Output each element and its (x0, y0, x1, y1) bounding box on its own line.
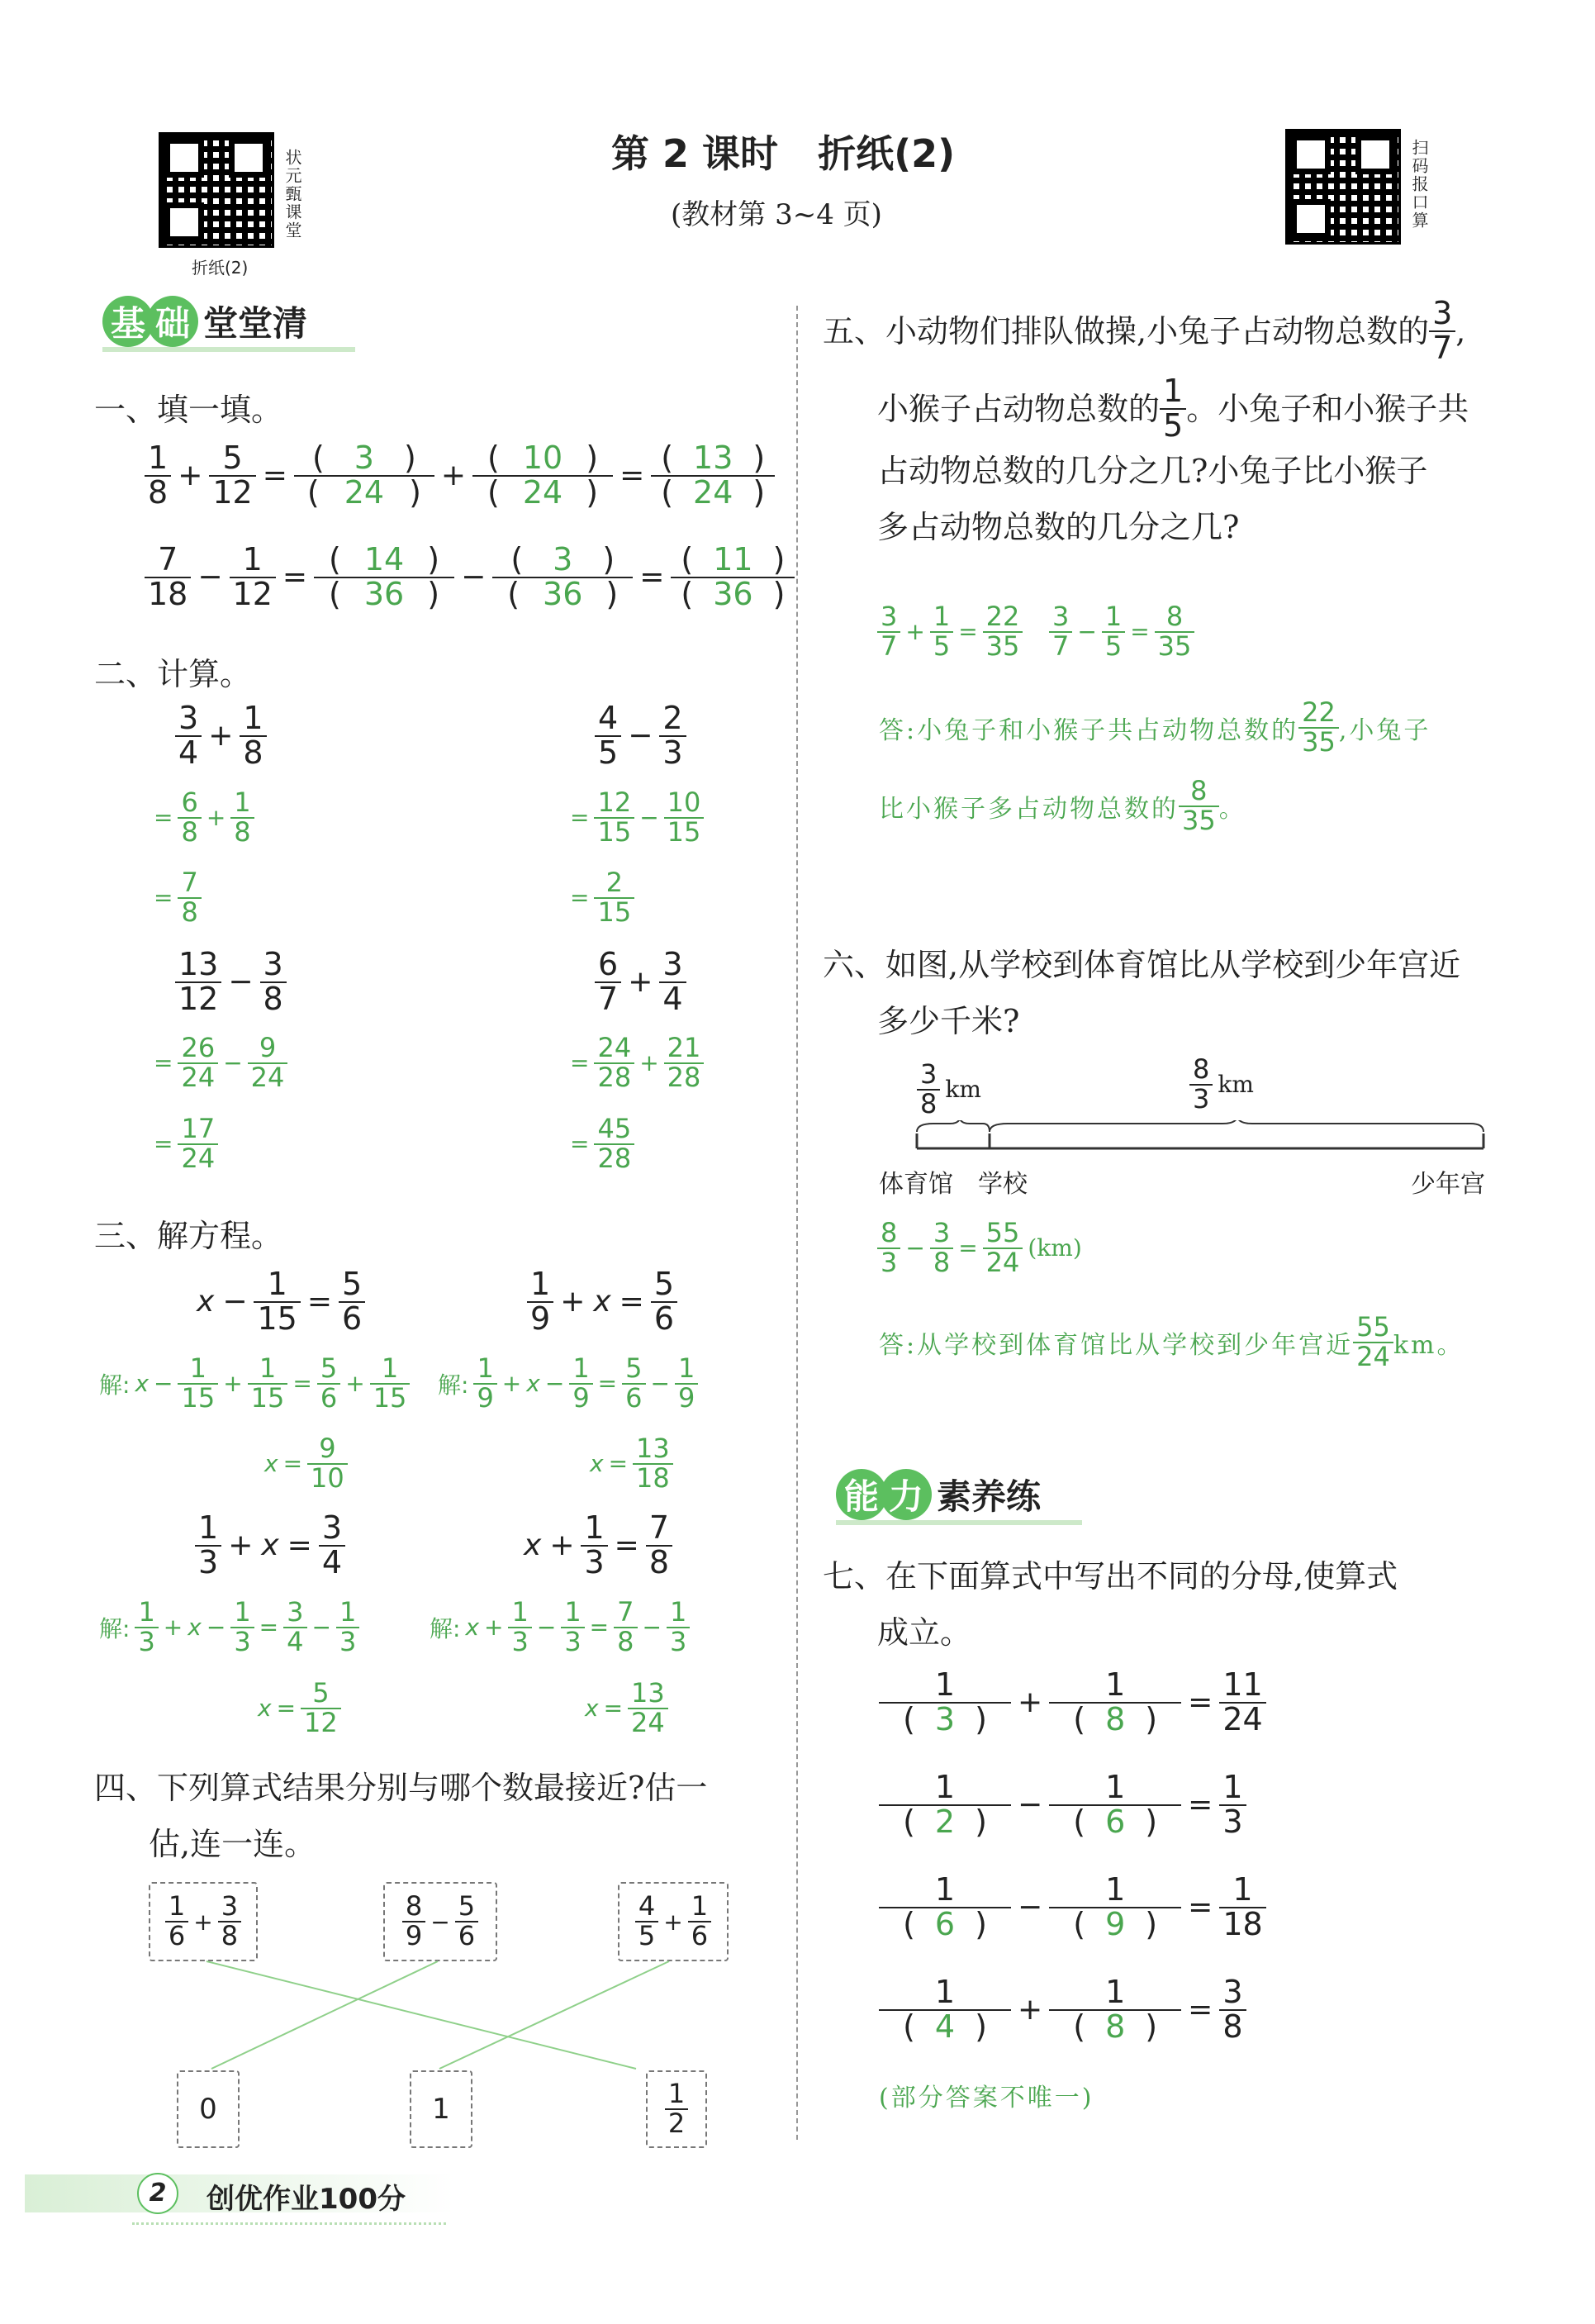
fraction: $\frac{3}{8}$ (260, 948, 287, 1016)
q2-problem-3-result: = $\frac{17}{24}$ (154, 1115, 218, 1172)
equals: = (282, 560, 308, 595)
equals: = (262, 459, 287, 493)
fraction: $\frac{7}{8}$ (178, 869, 201, 926)
brace-large (990, 1120, 1483, 1132)
q5-answer: 答:小兔子和小猴子共占动物总数的 $\frac{22}{35}$ ,小兔子 比小猴子多占动物总数的 $\frac{8}{35}$ 。 (879, 696, 1431, 836)
q7-row-4: $\frac{1}{( 4 )}$ + $\frac{1}{( 8 )}$ = $\frac{3}{8}$ (879, 1976, 1246, 2044)
q2-problem-4-result: = $\frac{45}{28}$ (570, 1115, 634, 1172)
fraction: $\frac{5}{12}$ (209, 442, 255, 510)
fraction: $\frac{17}{24}$ (178, 1115, 218, 1172)
operator: − (197, 560, 223, 595)
q7-row-3: $\frac{1}{( 6 )}$ − $\frac{1}{( 9 )}$ = $\frac{1}{18}$ (879, 1874, 1266, 1941)
q3-equation-3: $\frac{1}{3}$ + x = $\frac{3}{4}$ (195, 1512, 345, 1580)
distance-label-2: $\frac{8}{3}$ km (1189, 1056, 1254, 1113)
q6-calc: $\frac{8}{3}$ − $\frac{3}{8}$ = $\frac{55}{24}$ (km) (877, 1219, 1082, 1276)
answer-blank[interactable]: $\frac{( 10 )}{( 24 )}$ (472, 442, 613, 510)
operator: + (628, 965, 653, 1000)
q3-equation-4-result: x = $\frac{13}{24}$ (585, 1680, 668, 1737)
q5-question: 五、小动物们排队做操,小兔子占动物总数的 $\frac{3}{7}$ , 小猴子占动物总数的 $\frac{1}{5}$ 。小兔子和小猴子共 占动物总数的几分之几?小兔子比小猴子 多占动物总数的几分之几? (823, 295, 1469, 545)
fraction: $\frac{24}{28}$ (594, 1034, 634, 1091)
operator: + (208, 719, 234, 753)
label-youth-palace: 少年宫 (1411, 1170, 1485, 1199)
fraction: $\frac{1}{8}$ (145, 442, 171, 510)
fraction: $\frac{3}{7}$ (1429, 297, 1455, 365)
q4-title: 四、下列算式结果分别与哪个数最接近?估一 估,连一连。 (94, 1770, 708, 1862)
fraction: $\frac{1}{9}$ (527, 1268, 553, 1336)
fraction: $\frac{13}{12}$ (175, 948, 221, 1016)
target-box-1[interactable]: 1 (410, 2070, 472, 2148)
fraction: $\frac{7}{18}$ (145, 544, 191, 611)
q3-equation-1-result: x = $\frac{9}{10}$ (264, 1435, 348, 1492)
fraction: $\frac{3}{4}$ (175, 702, 202, 770)
brace-small (917, 1120, 990, 1132)
q7-question: 七、在下面算式中写出不同的分母,使算式 成立。 (823, 1558, 1398, 1651)
fraction: $\frac{1}{12}$ (230, 544, 276, 611)
fraction: $\frac{1}{15}$ (254, 1268, 300, 1336)
q7-row-1: $\frac{1}{( 3 )}$ + $\frac{1}{( 8 )}$ = $\frac{11}{24}$ (879, 1669, 1266, 1737)
match-line-1 (206, 1961, 636, 2069)
section-ability-heading (836, 1469, 1041, 1520)
expression-box-3[interactable]: $\frac{4}{5}$ + $\frac{1}{6}$ (618, 1882, 729, 1961)
page-number: 2 (137, 2173, 178, 2214)
q3-equation-4: x + $\frac{1}{3}$ = $\frac{7}{8}$ (522, 1512, 672, 1580)
fraction: $\frac{2}{15}$ (594, 869, 634, 926)
distance-label-1: $\frac{3}{8}$ km (917, 1061, 981, 1118)
expression-box-1[interactable]: $\frac{1}{6}$ + $\frac{3}{8}$ (149, 1882, 258, 1961)
q2-problem-1-result: = $\frac{7}{8}$ (154, 869, 202, 926)
fraction: $\frac{1}{5}$ (1160, 375, 1186, 443)
footer-dots (132, 2222, 446, 2225)
qr-left-label: 状元甄课堂 (282, 149, 302, 240)
section-badge-1: 基 (102, 296, 154, 347)
equals: = (619, 459, 645, 493)
q2-problem-1-step1: = $\frac{6}{8}$ + $\frac{1}{8}$ (154, 789, 254, 846)
fraction: $\frac{9}{24}$ (248, 1034, 288, 1091)
target-box-0[interactable]: 0 (177, 2070, 240, 2148)
q7-note: (部分答案不唯一) (879, 2084, 1094, 2113)
fraction: $\frac{45}{28}$ (594, 1115, 634, 1172)
q3-equation-1: x − $\frac{1}{15}$ = $\frac{5}{6}$ (195, 1268, 365, 1336)
q2-problem-4-step1: = $\frac{24}{28}$ + $\frac{21}{28}$ (570, 1034, 704, 1091)
operator: − (228, 965, 254, 1000)
answer-blank[interactable]: $\frac{( 13 )}{( 24 )}$ (651, 442, 775, 510)
label-gym: 体育馆 (879, 1170, 953, 1199)
section-title: 素养练 (937, 1476, 1042, 1517)
q3-equation-3-step: 解: $\frac{1}{3}$ + x − $\frac{1}{3}$ = $\frac{3}{4}$ − $\frac{1}{3}$ (99, 1599, 359, 1656)
operator: + (440, 459, 467, 493)
q2-problem-2-step1: = $\frac{12}{15}$ − $\frac{10}{15}$ (570, 789, 704, 846)
operator: − (628, 719, 653, 753)
section-badge-1: 能 (836, 1469, 887, 1520)
expression-box-2[interactable]: $\frac{8}{9}$ − $\frac{5}{6}$ (383, 1882, 497, 1961)
fraction: $\frac{6}{8}$ (178, 789, 201, 846)
fraction: $\frac{1}{8}$ (230, 789, 254, 846)
q3-equation-2: $\frac{1}{9}$ + x = $\frac{5}{6}$ (527, 1268, 677, 1336)
section-badge-2: 力 (881, 1469, 932, 1520)
distance-diagram (876, 1120, 1503, 1170)
fraction: $\frac{6}{7}$ (595, 948, 621, 1016)
match-line-2 (211, 1961, 438, 2069)
fraction: $\frac{7}{8}$ (646, 1512, 672, 1580)
page-title: 第 2 课时 折纸(2) (611, 131, 956, 176)
q7-row-2: $\frac{1}{( 2 )}$ − $\frac{1}{( 6 )}$ = $\frac{1}{3}$ (879, 1771, 1246, 1839)
q2-title: 二、计算。 (94, 656, 252, 692)
q3-title: 三、解方程。 (94, 1218, 283, 1254)
equals: = (639, 560, 665, 595)
qr-right-label: 扫码报口算 (1409, 139, 1429, 230)
q3-equation-4-step: 解: x + $\frac{1}{3}$ − $\frac{1}{3}$ = $\frac{7}{8}$ − $\frac{1}{3}$ (430, 1599, 690, 1656)
match-line-3 (439, 1961, 669, 2069)
answer-blank[interactable]: $\frac{( 14 )}{( 36 )}$ (314, 544, 454, 611)
fraction: $\frac{1}{3}$ (581, 1512, 607, 1580)
q3-equation-2-result: x = $\frac{13}{18}$ (590, 1435, 673, 1492)
fraction: $\frac{2}{3}$ (659, 702, 686, 770)
q5-calc-2: $\frac{3}{7}$ − $\frac{1}{5}$ = $\frac{8}{35}$ (1049, 603, 1194, 660)
answer-blank[interactable]: $\frac{( 3 )}{( 36 )}$ (492, 544, 633, 611)
section-title: 堂堂清 (203, 303, 308, 344)
q6-answer: 答:从学校到体育馆比从学校到少年宫近 $\frac{55}{24}$ km。 (879, 1311, 1464, 1372)
section-badge-2: 础 (147, 296, 198, 347)
section-underline (836, 1520, 1082, 1525)
q6-question: 六、如图,从学校到体育馆比从学校到少年宫近 多少千米? (823, 947, 1461, 1039)
operator: − (461, 560, 487, 595)
book-title: 创优作业100分 (206, 2183, 406, 2216)
fraction: $\frac{1}{3}$ (195, 1512, 221, 1580)
fraction: $\frac{5}{6}$ (651, 1268, 677, 1336)
answer-blank[interactable]: $\frac{( 3 )}{( 24 )}$ (294, 442, 434, 510)
fraction: $\frac{4}{5}$ (595, 702, 621, 770)
fraction: $\frac{21}{28}$ (664, 1034, 705, 1091)
qr-left-caption: 折纸(2) (192, 258, 249, 278)
q1-title: 一、填一填。 (94, 392, 283, 428)
fraction: $\frac{3}{4}$ (659, 948, 686, 1016)
q2-problem-2-result: = $\frac{2}{15}$ (570, 869, 634, 926)
fraction: $\frac{1}{8}$ (240, 702, 266, 770)
q3-equation-3-result: x = $\frac{5}{12}$ (258, 1680, 341, 1737)
page-subtitle: (教材第 3~4 页) (671, 198, 882, 231)
operator: + (178, 459, 203, 493)
answer-blank[interactable]: $\frac{( 11 )}{( 36 )}$ (671, 544, 795, 611)
q2-problem-3-step1: = $\frac{26}{24}$ − $\frac{9}{24}$ (154, 1034, 287, 1091)
q3-equation-1-step: 解: x − $\frac{1}{15}$ + $\frac{1}{15}$ = $\frac{5}{6}$ + $\frac{1}{15}$ (99, 1355, 410, 1412)
fraction: $\frac{5}{6}$ (339, 1268, 365, 1336)
q3-equation-2-step: 解: $\frac{1}{9}$ + x − $\frac{1}{9}$ = $\frac{5}{6}$ − $\frac{1}{9}$ (438, 1355, 698, 1412)
fraction: $\frac{26}{24}$ (178, 1034, 218, 1091)
target-box-half[interactable]: $\frac{1}{2}$ (646, 2070, 707, 2148)
label-school: 学校 (978, 1170, 1028, 1199)
q5-calc-1: $\frac{3}{7}$ + $\frac{1}{5}$ = $\frac{22}{35}$ (877, 603, 1023, 660)
fraction: $\frac{10}{15}$ (664, 789, 705, 846)
fraction: $\frac{12}{15}$ (594, 789, 634, 846)
fraction: $\frac{3}{4}$ (319, 1512, 345, 1580)
